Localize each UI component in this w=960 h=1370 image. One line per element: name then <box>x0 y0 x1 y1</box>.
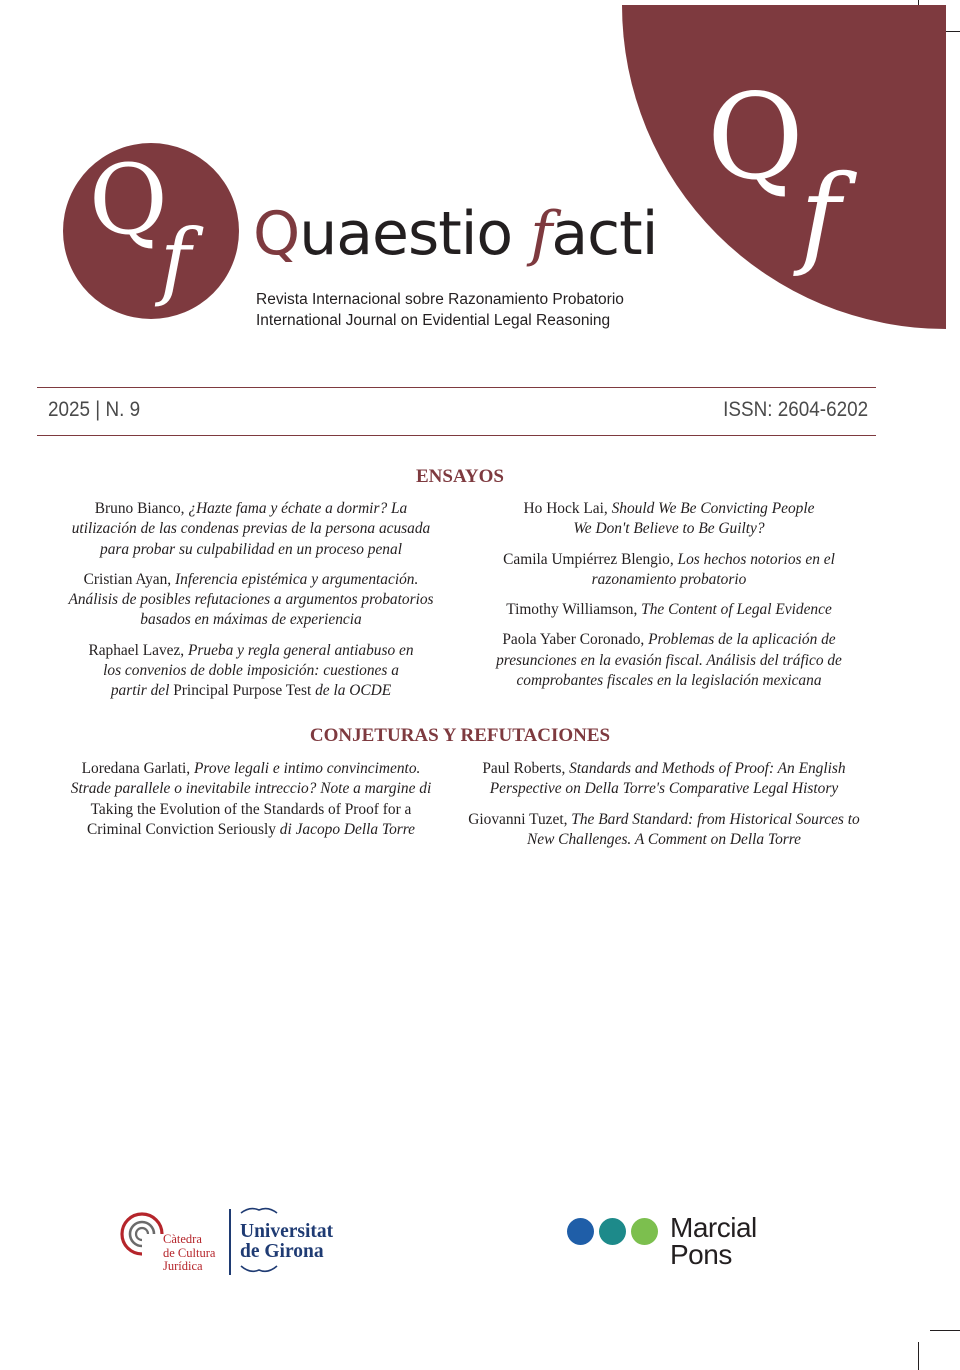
catedra-name <box>163 1233 215 1274</box>
article-title-end: di Jacopo Della Torre <box>275 820 416 838</box>
article-entry <box>476 630 862 691</box>
journal-title <box>253 199 658 269</box>
marcial-pons-name <box>670 1214 757 1268</box>
bottom-rule <box>37 435 876 436</box>
article-title: Inferencia epistémica y argumentación. Análisis de posibles refutaciones a argumentos probatorios basados en máximas de experiencia <box>68 570 434 629</box>
ensayos-left-column <box>58 499 444 712</box>
catedra-line-3: Jurídica <box>163 1259 203 1273</box>
conjeturas-right-column <box>466 759 862 860</box>
marcial-pons-dot-green <box>631 1218 658 1245</box>
subtitle-spanish: Revista Internacional sobre Razonamiento Probatorio <box>256 291 624 308</box>
ensayos-right-column <box>476 499 862 701</box>
article-entry <box>476 600 862 620</box>
article-title-end: de la OCDE <box>311 682 392 700</box>
marcial-pons-line-1: Marcial <box>670 1212 757 1243</box>
university-line-2: de Girona <box>240 1241 324 1262</box>
crop-mark-bottom-horizontal <box>930 1330 960 1331</box>
article-title: Prueba y regla general antiabuso en los convenios de doble imposición: cuestiones a partir del <box>103 641 414 700</box>
article-title: Los hechos notorios en el razonamiento probatorio <box>591 550 835 588</box>
logo-monogram-q: Q <box>89 144 168 256</box>
marcial-pons-dot-blue <box>567 1218 594 1245</box>
crop-mark-bottom-vertical <box>918 1342 919 1370</box>
article-entry <box>58 499 444 560</box>
article-title-upright: Principal Purpose Test <box>173 682 312 700</box>
article-title: Prove legali e intimo convincimento. Strade parallele o inevitabile intreccio? Note a margine di <box>70 760 432 798</box>
issue-number: 2025 | N. 9 <box>48 398 141 421</box>
university-line-1: Universitat <box>240 1221 334 1242</box>
article-entry <box>476 499 862 540</box>
article-author: Raphael Lavez, <box>88 641 188 659</box>
title-f: f <box>530 199 552 269</box>
catedra-spiral-icon <box>118 1210 166 1258</box>
article-entry <box>58 759 444 840</box>
large-monogram-q: Q <box>707 68 804 206</box>
article-title: Standards and Methods of Proof: An English Perspective on Della Torre's Comparative Legal History <box>489 760 846 798</box>
logo-divider <box>229 1209 231 1275</box>
large-monogram-f: f <box>800 151 841 279</box>
article-entry <box>466 810 862 851</box>
article-author: Bruno Bianco, <box>94 500 189 517</box>
university-name <box>240 1222 333 1262</box>
article-entry <box>58 570 444 631</box>
title-part-1: uaestio <box>299 199 531 269</box>
udg-crest-top-icon <box>240 1206 278 1214</box>
article-title: Should We Be Convicting People We Don't Believe to Be Guilty? <box>573 500 815 538</box>
subtitle-english: International Journal on Evidential Legal Reasoning <box>256 312 611 329</box>
marcial-pons-line-2: Pons <box>670 1239 732 1270</box>
marcial-pons-dot-teal <box>599 1218 626 1245</box>
catedra-line-1: Càtedra <box>163 1232 202 1246</box>
article-author: Giovanni Tuzet, <box>468 810 572 828</box>
section-title-conjeturas: CONJETURAS Y REFUTACIONES <box>309 725 611 746</box>
issn: ISSN: 2604-6202 <box>723 398 868 421</box>
conjeturas-left-column <box>58 759 444 850</box>
article-entry <box>58 641 444 702</box>
article-title: The Bard Standard: from Historical Sources to New Challenges. A Comment on Della Torre <box>526 810 860 848</box>
logo-monogram-f: f <box>160 211 192 309</box>
article-author: Camila Umpiérrez Blengio, <box>503 550 678 568</box>
catedra-line-2: de Cultura <box>163 1245 216 1260</box>
udg-crest-bottom-icon <box>240 1265 278 1275</box>
article-title-upright: Taking the Evolution of the Standards of Proof for a Criminal Conviction Seriously <box>86 800 412 838</box>
article-entry <box>476 550 862 591</box>
section-title-ensayos: ENSAYOS <box>415 466 504 487</box>
article-title: ¿Hazte fama y échate a dormir? La utilización de las condenas previas de la persona acusada para probar su culpabilidad en un proceso penal <box>71 500 431 558</box>
article-author: Timothy Williamson, <box>506 601 642 619</box>
title-part-2: acti <box>551 199 658 269</box>
article-title: The Content of Legal Evidence <box>641 601 832 619</box>
article-author: Paul Roberts, <box>482 760 570 777</box>
article-author: Loredana Garlati, <box>81 760 194 777</box>
article-author: Cristian Ayan, <box>83 570 176 588</box>
article-author: Paola Yaber Coronado, <box>502 631 649 649</box>
article-entry <box>466 759 862 800</box>
article-author: Ho Hock Lai, <box>523 500 612 517</box>
top-rule <box>37 387 876 388</box>
article-title: Problemas de la aplicación de presunciones en la evasión fiscal. Análisis del tráfico de comprobantes fiscales en la legislación mexicana <box>496 631 842 690</box>
title-q: Q <box>253 199 300 269</box>
